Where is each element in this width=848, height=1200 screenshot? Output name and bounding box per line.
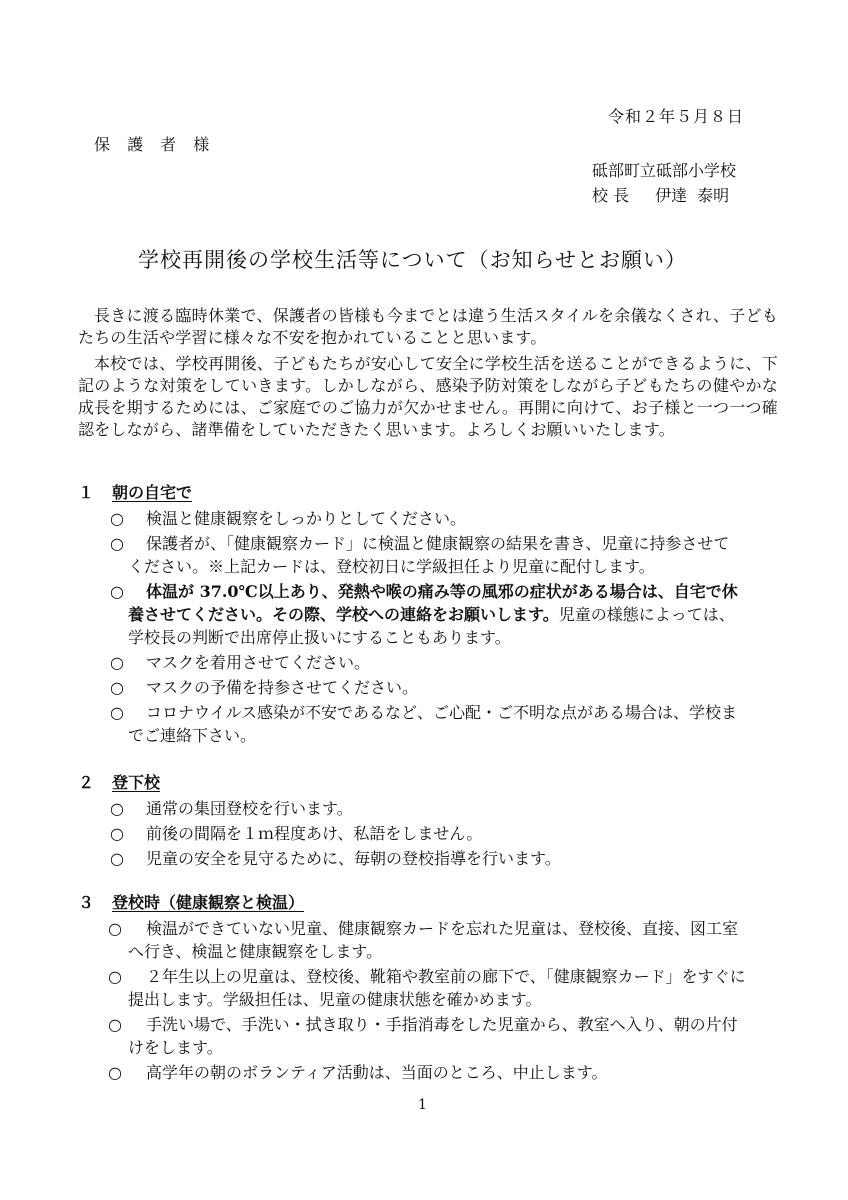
list-item: ○ コロナウイルス感染が不安であるなど、ご心配・ご不明な点がある場合は、学校ま でご連絡下さい。 [110,703,738,745]
section-heading: ２ 登下校 [78,773,161,792]
bullet-icon: ○ [110,824,124,843]
bullet-icon: ○ [108,1015,122,1034]
list-item: ○ 検温と健康観察をしっかりとしてください。 [110,509,467,528]
principal-name-family: 伊達 [655,186,688,205]
intro-paragraph-2: 本校では、学校再開後、子どもたちが安心して安全に学校生活を送ることができるように、下記のような対策をしていきます。しかしながら、感染予防対策をしながら子どもたちの健やかな成長を期するためには、ご家庭でのご協力が欠かせません。再開に向けて、お子様と一つ一つ確認をしながら、諸準備をしていただきたく思います。よろしくお願いいたします。 [78,354,778,439]
date: 令和２年５月８日 [608,107,745,126]
list-item: ○ 検温ができていない児童、健康観察カードを忘れた児童は、登校後、直接、図工室 へ行き、検温と健康観察をします。 [108,919,739,961]
list-item: ○ 保護者が、「健康観察カード」に検温と健康観察の結果を書き、児童に持参させて ください。※上記カードは、登校初日に学級担任より児童に配付します。 [110,534,730,576]
bullet-icon: ○ [110,799,124,818]
intro-paragraph-1: 長きに渡る臨時休業で、保護者の皆様も今までとは違う生活スタイルを余儀なくされ、子どもたちの生活や学習に様々な不安を抱かれていることと思います。 [78,306,778,347]
list-item: ○ 児童の安全を見守るために、毎朝の登校指導を行います。 [110,849,561,868]
section-commute [78,771,778,870]
bullet-icon: ○ [110,534,124,553]
section-morning-at-home [78,481,778,747]
list-item: ○ マスクの予備を持参させてください。 [110,678,419,697]
section-heading: ３ 登校時（健康観察と検温） [78,893,305,912]
list-item: ○ 通常の集団登校を行います。 [110,799,353,818]
bullet-icon: ○ [108,967,122,986]
list-item: ○ 前後の間隔を１ｍ程度あけ、私語をしません。 [110,824,483,843]
document-title: 学校再開後の学校生活等について（お知らせとお願い） [138,248,687,272]
bullet-icon: ○ [110,678,124,697]
bullet-icon: ○ [110,509,124,528]
bullet-icon: ○ [110,849,124,868]
bullet-icon: ○ [108,919,122,938]
school-name: 砥部町立砥部小学校 [592,161,737,180]
list-item: ○ ２年生以上の児童は、登校後、靴箱や教室前の廊下で、「健康観察カード」をすぐに 提出します。学級担任は、児童の健康状態を確かめます。 [108,967,746,1009]
principal-title: 校 長 [592,186,630,205]
list-item: ○ 体温が 37.0℃以上あり、発熱や喉の痛み等の風邪の症状がある場合は、自宅で休 養させてください。その際、学校への連絡をお願いします。児童の様態によっては、 学校長の判断で出席停止扱いにすることもあります。 [110,582,738,647]
list-item: ○ 高学年の朝のボランティア活動は、当面のところ、中止します。 [108,1063,608,1082]
principal [592,183,729,206]
list-item: ○ マスクを着用させてください。 [110,653,371,672]
section-arrival [78,891,778,1084]
section-heading: １ 朝の自宅で [78,483,193,502]
addressee: 保 護 者 様 [94,135,216,154]
bullet-icon: ○ [110,653,124,672]
list-item: ○ 手洗い場で、手洗い・拭き取り・手指消毒をした児童から、教室へ入り、朝の片付 けをします。 [108,1015,738,1057]
bullet-icon: ○ [110,582,124,601]
bullet-icon: ○ [108,1063,122,1082]
bullet-icon: ○ [110,703,124,722]
page-number: 1 [418,1097,427,1113]
principal-name-given: 泰明 [697,186,730,205]
